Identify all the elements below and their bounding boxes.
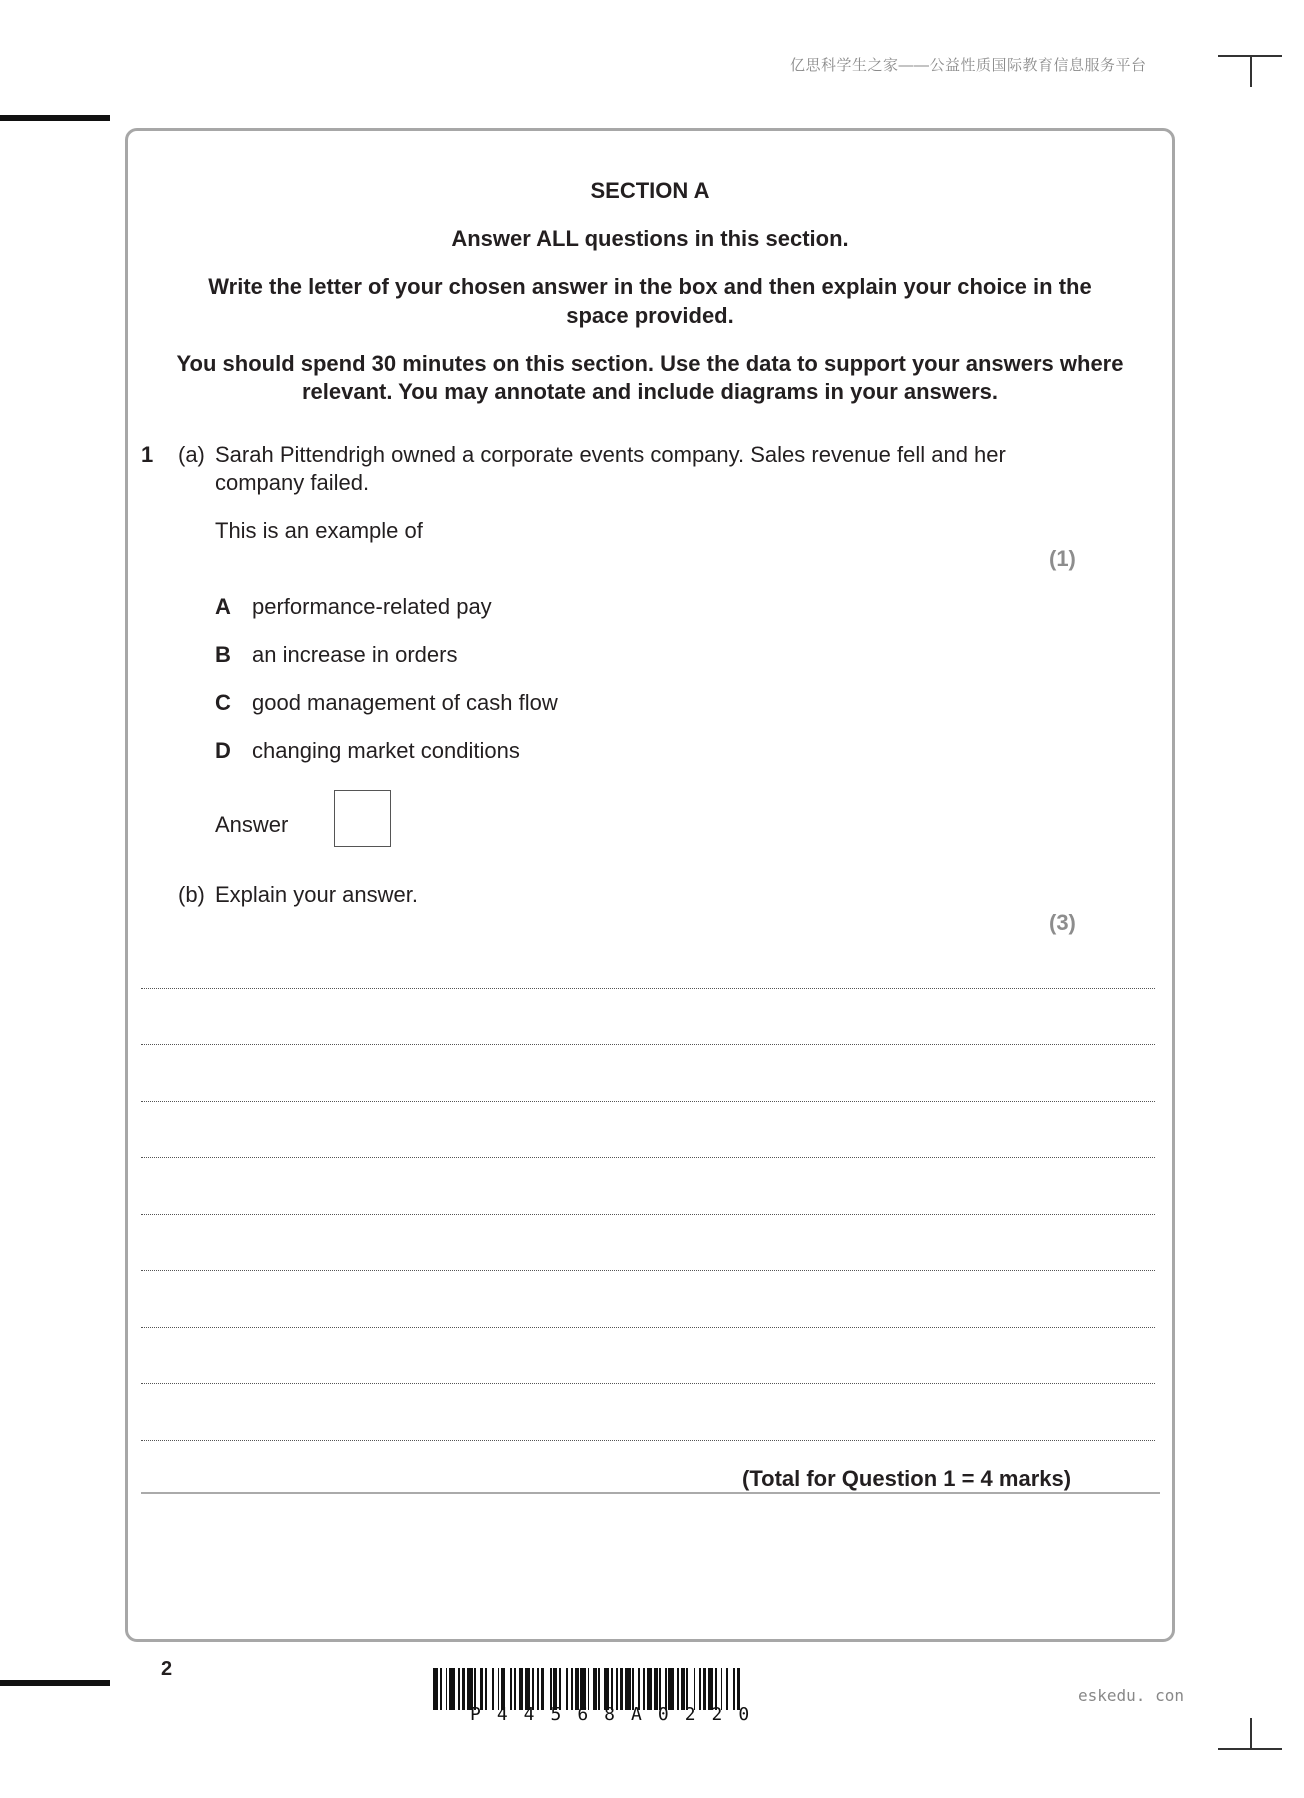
question-total: (Total for Question 1 = 4 marks) <box>742 1466 1072 1491</box>
part-b-marks: (3) <box>1049 910 1076 935</box>
writing-line[interactable] <box>141 1327 1155 1328</box>
answer-label: Answer <box>215 812 289 837</box>
crop-mark-top-right-v <box>1250 55 1252 87</box>
part-a-label: (a) <box>178 442 205 467</box>
page-number: 2 <box>161 1658 173 1680</box>
option-b-text: an increase in orders <box>252 642 458 667</box>
part-b-text: Explain your answer. <box>215 882 418 907</box>
writing-line[interactable] <box>141 1214 1155 1215</box>
crop-mark-bottom-right-v <box>1250 1718 1252 1748</box>
option-b-letter: B <box>215 642 231 667</box>
option-c-letter: C <box>215 690 231 715</box>
writing-line[interactable] <box>141 1383 1155 1384</box>
option-a-text: performance-related pay <box>252 594 492 619</box>
question-number: 1 <box>141 442 154 467</box>
writing-line[interactable] <box>141 1440 1155 1441</box>
option-c-text: good management of cash flow <box>252 690 558 715</box>
part-a-text-1: Sarah Pittendrigh owned a corporate events company. Sales revenue fell and her <box>215 442 1006 467</box>
option-d-letter: D <box>215 738 231 763</box>
part-a-prompt: This is an example of <box>215 518 423 543</box>
option-d-text: changing market conditions <box>252 738 520 763</box>
section-instruction-write-2: space provided. <box>566 303 734 328</box>
writing-line[interactable] <box>141 1101 1155 1102</box>
part-b-label: (b) <box>178 882 205 907</box>
part-a-marks: (1) <box>1049 546 1076 571</box>
margin-bar-top <box>0 115 110 121</box>
writing-line[interactable] <box>141 988 1155 989</box>
writing-line[interactable] <box>141 1044 1155 1045</box>
barcode-text: P44568A0220 <box>470 1704 766 1725</box>
crop-mark-bottom-right-h <box>1218 1748 1282 1750</box>
part-a-text-2: company failed. <box>215 470 370 495</box>
total-divider <box>141 1492 1160 1494</box>
section-instruction-all: Answer ALL questions in this section. <box>451 226 849 251</box>
option-a-letter: A <box>215 594 231 619</box>
section-instruction-time-1: You should spend 30 minutes on this section. Use the data to support your answers where <box>176 351 1124 376</box>
header-site-text: 亿思科学生之家——公益性质国际教育信息服务平台 <box>790 57 1147 74</box>
writing-line[interactable] <box>141 1270 1155 1271</box>
footer-site: eskedu. con <box>1078 1686 1184 1705</box>
writing-line[interactable] <box>141 1157 1155 1158</box>
section-instruction-write-1: Write the letter of your chosen answer in the box and then explain your choice in the <box>208 274 1092 299</box>
answer-box[interactable] <box>334 790 391 847</box>
margin-bar-bottom <box>0 1680 110 1686</box>
section-instruction-time-2: relevant. You may annotate and include diagrams in your answers. <box>301 379 999 404</box>
section-title: SECTION A <box>590 178 710 203</box>
